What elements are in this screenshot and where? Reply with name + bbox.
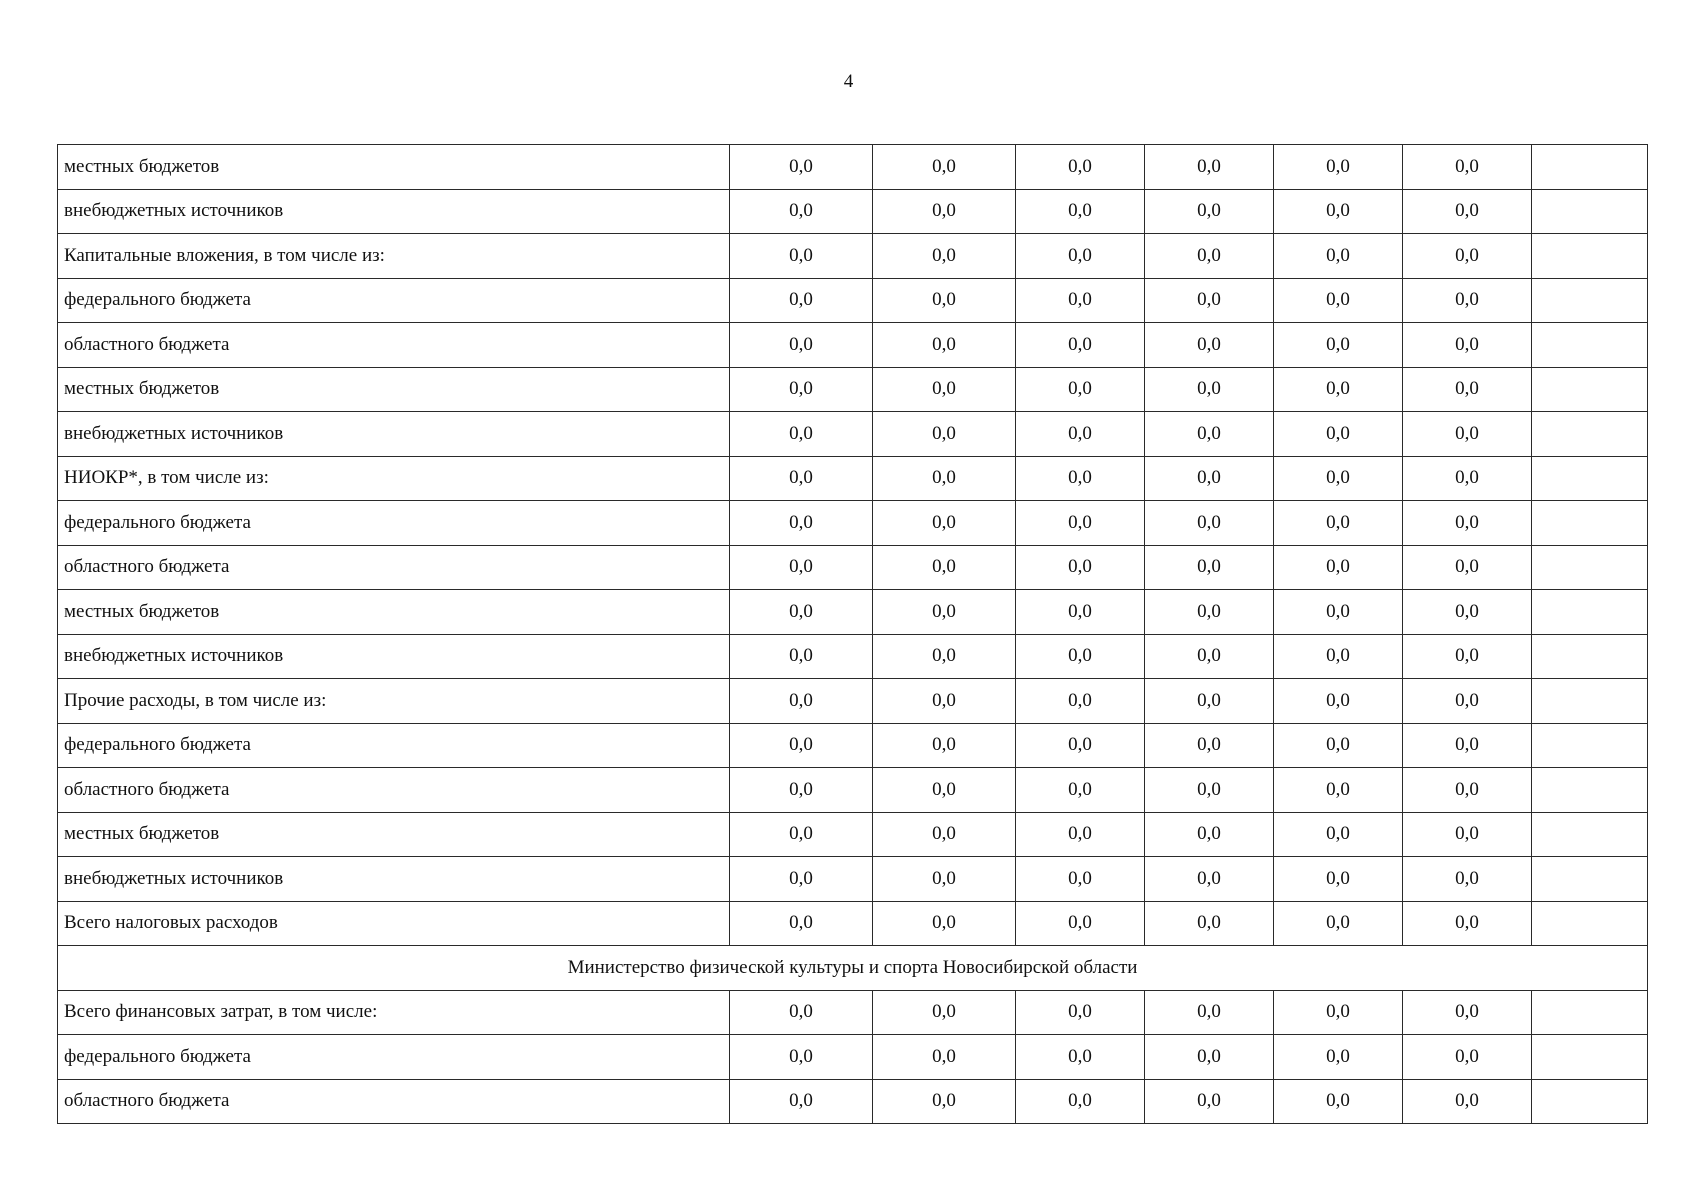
row-label: местных бюджетов	[58, 145, 730, 190]
value-cell: 0,0	[730, 857, 873, 902]
value-cell: 0,0	[1016, 679, 1145, 724]
value-cell	[1532, 234, 1648, 279]
value-cell	[1532, 456, 1648, 501]
value-cell: 0,0	[1016, 278, 1145, 323]
value-cell: 0,0	[873, 590, 1016, 635]
row-label: Всего финансовых затрат, в том числе:	[58, 990, 730, 1035]
value-cell: 0,0	[1145, 412, 1274, 457]
row-label: федерального бюджета	[58, 501, 730, 546]
value-cell: 0,0	[1274, 501, 1403, 546]
value-cell	[1532, 590, 1648, 635]
row-label: федерального бюджета	[58, 723, 730, 768]
table-row	[58, 812, 1648, 857]
value-cell: 0,0	[1274, 1079, 1403, 1124]
value-cell: 0,0	[873, 278, 1016, 323]
value-cell: 0,0	[1145, 367, 1274, 412]
value-cell: 0,0	[1274, 323, 1403, 368]
value-cell: 0,0	[1403, 812, 1532, 857]
table-row	[58, 545, 1648, 590]
value-cell: 0,0	[1145, 768, 1274, 813]
value-cell: 0,0	[730, 456, 873, 501]
row-label: местных бюджетов	[58, 590, 730, 635]
value-cell: 0,0	[1016, 145, 1145, 190]
value-cell: 0,0	[1274, 278, 1403, 323]
value-cell: 0,0	[1403, 367, 1532, 412]
table-row	[58, 367, 1648, 412]
value-cell: 0,0	[1016, 367, 1145, 412]
value-cell: 0,0	[730, 990, 873, 1035]
value-cell	[1532, 545, 1648, 590]
value-cell: 0,0	[873, 768, 1016, 813]
value-cell: 0,0	[1145, 1079, 1274, 1124]
value-cell: 0,0	[873, 990, 1016, 1035]
value-cell: 0,0	[1274, 189, 1403, 234]
value-cell: 0,0	[1274, 679, 1403, 724]
value-cell: 0,0	[1016, 323, 1145, 368]
value-cell	[1532, 990, 1648, 1035]
table-row	[58, 768, 1648, 813]
value-cell: 0,0	[730, 723, 873, 768]
value-cell: 0,0	[873, 812, 1016, 857]
value-cell: 0,0	[873, 1035, 1016, 1080]
table-row	[58, 1079, 1648, 1124]
row-label: местных бюджетов	[58, 367, 730, 412]
table-row	[58, 456, 1648, 501]
value-cell: 0,0	[1274, 590, 1403, 635]
value-cell	[1532, 367, 1648, 412]
value-cell	[1532, 857, 1648, 902]
value-cell: 0,0	[1403, 1079, 1532, 1124]
value-cell: 0,0	[1016, 412, 1145, 457]
value-cell: 0,0	[1016, 768, 1145, 813]
value-cell: 0,0	[730, 189, 873, 234]
value-cell: 0,0	[1145, 812, 1274, 857]
value-cell: 0,0	[1274, 768, 1403, 813]
value-cell: 0,0	[1145, 545, 1274, 590]
value-cell: 0,0	[730, 590, 873, 635]
table-row	[58, 634, 1648, 679]
table-row	[58, 723, 1648, 768]
value-cell: 0,0	[1016, 234, 1145, 279]
value-cell: 0,0	[1145, 501, 1274, 546]
table-row	[58, 990, 1648, 1035]
table-row	[58, 412, 1648, 457]
value-cell: 0,0	[1403, 145, 1532, 190]
value-cell: 0,0	[1145, 1035, 1274, 1080]
value-cell: 0,0	[873, 234, 1016, 279]
value-cell: 0,0	[1403, 412, 1532, 457]
value-cell: 0,0	[1274, 545, 1403, 590]
value-cell: 0,0	[730, 501, 873, 546]
value-cell: 0,0	[1016, 1079, 1145, 1124]
value-cell: 0,0	[1016, 456, 1145, 501]
value-cell: 0,0	[730, 634, 873, 679]
value-cell	[1532, 278, 1648, 323]
value-cell: 0,0	[873, 412, 1016, 457]
value-cell: 0,0	[730, 679, 873, 724]
budget-table	[57, 144, 1648, 1124]
page-number: 4	[843, 71, 854, 92]
value-cell: 0,0	[730, 367, 873, 412]
value-cell: 0,0	[1274, 456, 1403, 501]
value-cell: 0,0	[1403, 901, 1532, 946]
row-label: внебюджетных источников	[58, 857, 730, 902]
table-row	[58, 1035, 1648, 1080]
value-cell: 0,0	[1403, 501, 1532, 546]
row-label: областного бюджета	[58, 768, 730, 813]
value-cell: 0,0	[1145, 901, 1274, 946]
value-cell: 0,0	[1145, 145, 1274, 190]
value-cell: 0,0	[1016, 634, 1145, 679]
value-cell: 0,0	[730, 1035, 873, 1080]
value-cell: 0,0	[1403, 634, 1532, 679]
value-cell: 0,0	[1016, 901, 1145, 946]
table-row	[58, 234, 1648, 279]
table-row	[58, 501, 1648, 546]
value-cell	[1532, 145, 1648, 190]
value-cell: 0,0	[1403, 990, 1532, 1035]
value-cell: 0,0	[1016, 723, 1145, 768]
value-cell: 0,0	[873, 634, 1016, 679]
value-cell: 0,0	[873, 323, 1016, 368]
row-label: областного бюджета	[58, 545, 730, 590]
table-row	[58, 278, 1648, 323]
value-cell: 0,0	[873, 723, 1016, 768]
value-cell: 0,0	[1403, 456, 1532, 501]
value-cell: 0,0	[730, 768, 873, 813]
value-cell: 0,0	[873, 545, 1016, 590]
row-label: местных бюджетов	[58, 812, 730, 857]
value-cell: 0,0	[730, 545, 873, 590]
value-cell: 0,0	[1274, 412, 1403, 457]
value-cell: 0,0	[1016, 857, 1145, 902]
table-row	[58, 590, 1648, 635]
table-row	[58, 189, 1648, 234]
value-cell: 0,0	[1403, 1035, 1532, 1080]
row-label: федерального бюджета	[58, 278, 730, 323]
value-cell	[1532, 901, 1648, 946]
value-cell	[1532, 501, 1648, 546]
table-row	[58, 901, 1648, 946]
value-cell: 0,0	[730, 812, 873, 857]
value-cell: 0,0	[730, 412, 873, 457]
value-cell: 0,0	[730, 145, 873, 190]
value-cell: 0,0	[1274, 990, 1403, 1035]
value-cell: 0,0	[1403, 234, 1532, 279]
value-cell: 0,0	[1274, 857, 1403, 902]
value-cell	[1532, 812, 1648, 857]
row-label: Всего налоговых расходов	[58, 901, 730, 946]
value-cell: 0,0	[1274, 367, 1403, 412]
value-cell	[1532, 189, 1648, 234]
value-cell: 0,0	[1145, 234, 1274, 279]
budget-table-body	[58, 145, 1648, 1124]
value-cell: 0,0	[873, 367, 1016, 412]
row-label: Прочие расходы, в том числе из:	[58, 679, 730, 724]
value-cell: 0,0	[730, 323, 873, 368]
value-cell: 0,0	[1145, 278, 1274, 323]
value-cell: 0,0	[1145, 456, 1274, 501]
table-row	[58, 679, 1648, 724]
section-row	[58, 946, 1648, 991]
row-label: федерального бюджета	[58, 1035, 730, 1080]
value-cell: 0,0	[1016, 545, 1145, 590]
value-cell: 0,0	[1016, 501, 1145, 546]
value-cell: 0,0	[1403, 723, 1532, 768]
value-cell: 0,0	[873, 456, 1016, 501]
value-cell	[1532, 1079, 1648, 1124]
value-cell: 0,0	[873, 189, 1016, 234]
value-cell: 0,0	[1016, 189, 1145, 234]
value-cell: 0,0	[1403, 679, 1532, 724]
value-cell	[1532, 723, 1648, 768]
value-cell	[1532, 768, 1648, 813]
value-cell: 0,0	[1274, 723, 1403, 768]
table-row	[58, 145, 1648, 190]
value-cell: 0,0	[1274, 234, 1403, 279]
value-cell: 0,0	[1145, 857, 1274, 902]
value-cell: 0,0	[730, 1079, 873, 1124]
value-cell: 0,0	[730, 234, 873, 279]
row-label: НИОКР*, в том числе из:	[58, 456, 730, 501]
row-label: Капитальные вложения, в том числе из:	[58, 234, 730, 279]
table-row	[58, 857, 1648, 902]
value-cell: 0,0	[873, 901, 1016, 946]
value-cell: 0,0	[1016, 590, 1145, 635]
value-cell: 0,0	[1274, 1035, 1403, 1080]
value-cell: 0,0	[1145, 723, 1274, 768]
value-cell: 0,0	[1403, 545, 1532, 590]
value-cell: 0,0	[1016, 1035, 1145, 1080]
value-cell: 0,0	[1145, 590, 1274, 635]
value-cell: 0,0	[873, 501, 1016, 546]
value-cell: 0,0	[1403, 768, 1532, 813]
value-cell: 0,0	[1403, 189, 1532, 234]
value-cell: 0,0	[1274, 901, 1403, 946]
value-cell: 0,0	[1274, 812, 1403, 857]
value-cell: 0,0	[1145, 189, 1274, 234]
value-cell: 0,0	[1403, 323, 1532, 368]
value-cell: 0,0	[730, 901, 873, 946]
value-cell: 0,0	[1145, 634, 1274, 679]
section-heading: Министерство физической культуры и спорта Новосибирской области	[58, 946, 1648, 991]
row-label: внебюджетных источников	[58, 412, 730, 457]
value-cell: 0,0	[1016, 990, 1145, 1035]
value-cell: 0,0	[873, 857, 1016, 902]
value-cell: 0,0	[1145, 679, 1274, 724]
value-cell: 0,0	[1145, 323, 1274, 368]
value-cell: 0,0	[1403, 857, 1532, 902]
row-label: областного бюджета	[58, 323, 730, 368]
value-cell	[1532, 1035, 1648, 1080]
value-cell	[1532, 412, 1648, 457]
value-cell: 0,0	[873, 679, 1016, 724]
value-cell	[1532, 323, 1648, 368]
row-label: областного бюджета	[58, 1079, 730, 1124]
value-cell: 0,0	[1274, 145, 1403, 190]
value-cell	[1532, 679, 1648, 724]
value-cell: 0,0	[873, 145, 1016, 190]
row-label: внебюджетных источников	[58, 189, 730, 234]
value-cell: 0,0	[730, 278, 873, 323]
value-cell: 0,0	[1145, 990, 1274, 1035]
value-cell: 0,0	[1016, 812, 1145, 857]
value-cell: 0,0	[873, 1079, 1016, 1124]
table-row	[58, 323, 1648, 368]
value-cell: 0,0	[1403, 278, 1532, 323]
value-cell: 0,0	[1403, 590, 1532, 635]
row-label: внебюджетных источников	[58, 634, 730, 679]
value-cell	[1532, 634, 1648, 679]
value-cell: 0,0	[1274, 634, 1403, 679]
